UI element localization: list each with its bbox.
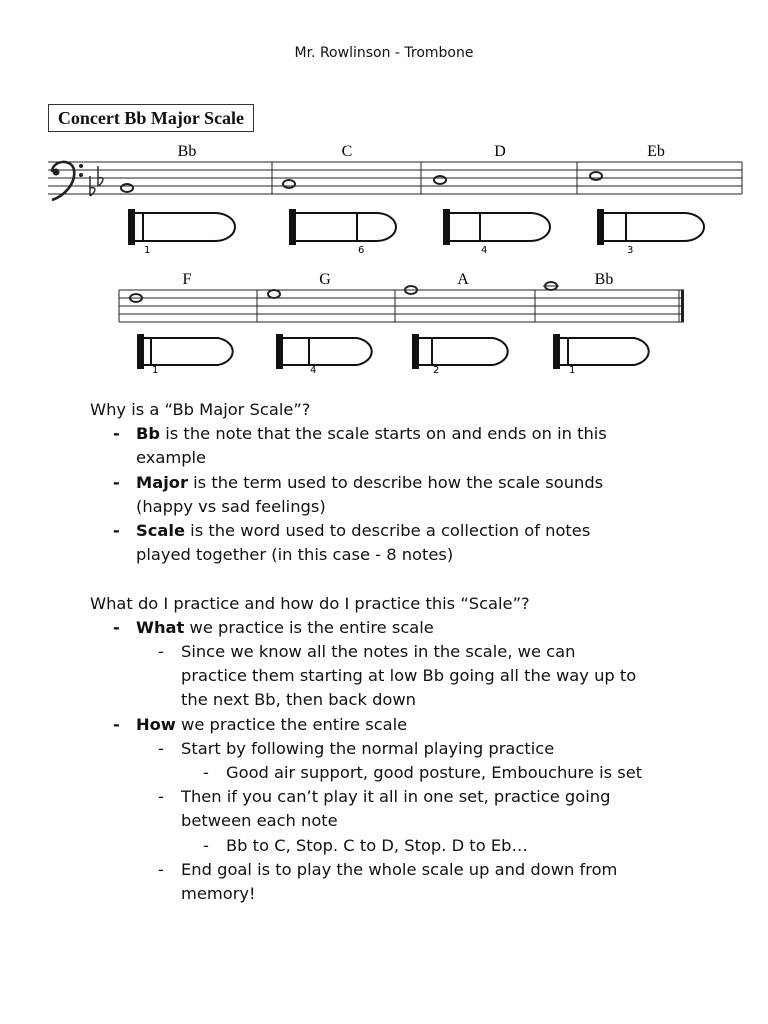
- slide-position: 4: [481, 245, 488, 256]
- note-name: Bb: [594, 271, 614, 288]
- bullet: -: [113, 715, 120, 734]
- question-why: Why is a “Bb Major Scale”?: [90, 400, 311, 419]
- list-item-how: How we practice the entire scale: [136, 715, 408, 734]
- list-item-major-cont: (happy vs sad feelings): [136, 497, 326, 516]
- sub-item-line: Since we know all the notes in the scale, we can: [181, 642, 576, 661]
- list-item-bb-cont: example: [136, 448, 207, 467]
- scale-title: Concert Bb Major Scale: [48, 104, 254, 132]
- bullet: -: [113, 521, 120, 540]
- trombone-slide-icon: [598, 210, 704, 244]
- bullet: -: [113, 473, 120, 492]
- sub-item-line: between each note: [181, 811, 338, 830]
- trombone-slide-icon: [290, 210, 396, 244]
- sub-item-line: Start by following the normal playing practice: [181, 739, 555, 758]
- note-bb-high: [543, 282, 559, 290]
- sub-sub-item: Bb to C, Stop. C to D, Stop. D to Eb…: [226, 836, 528, 855]
- sub-sub-bullet: -: [203, 836, 209, 855]
- note-bb-low: [121, 184, 133, 192]
- sub-bullet: -: [158, 787, 164, 806]
- slide-position: 2: [433, 365, 440, 376]
- note-g: [268, 290, 280, 298]
- sub-bullet: -: [158, 642, 164, 661]
- staff-row-2: [119, 290, 684, 322]
- trombone-slide-icon: [277, 335, 372, 368]
- sub-bullet: -: [158, 860, 164, 879]
- note-name: A: [457, 271, 469, 288]
- note-name: D: [494, 143, 506, 160]
- staff-row-1: [48, 162, 742, 194]
- bullet: -: [113, 618, 120, 637]
- slide-position: 1: [144, 245, 151, 256]
- list-item-bb: Bb is the note that the scale starts on and ends on in this: [136, 424, 607, 443]
- sub-item-line: the next Bb, then back down: [181, 690, 417, 709]
- sub-bullet: -: [158, 739, 164, 758]
- note-d: [434, 176, 446, 184]
- list-item-what: What we practice is the entire scale: [136, 618, 434, 637]
- list-item-scale-cont: played together (in this case - 8 notes): [136, 545, 454, 564]
- music-notation: [0, 0, 768, 390]
- page-header: Mr. Rowlinson - Trombone: [294, 45, 474, 61]
- slide-position: 4: [310, 365, 317, 376]
- sub-item-line: memory!: [181, 884, 256, 903]
- question-practice: What do I practice and how do I practice this “Scale”?: [90, 594, 530, 613]
- trombone-slide-icon: [444, 210, 550, 244]
- note-name: C: [341, 143, 353, 160]
- bullet: -: [113, 424, 120, 443]
- note-name: Bb: [177, 143, 197, 160]
- note-c: [283, 180, 295, 188]
- trombone-slide-icon: [138, 335, 233, 368]
- slide-position: 3: [627, 245, 634, 256]
- note-name: G: [319, 271, 331, 288]
- sub-item-line: practice them starting at low Bb going all the way up to: [181, 666, 637, 685]
- list-item-major: Major is the term used to describe how the scale sounds: [136, 473, 604, 492]
- sub-sub-item: Good air support, good posture, Embouchure is set: [226, 763, 643, 782]
- slide-position: 1: [569, 365, 576, 376]
- sub-item-line: Then if you can’t play it all in one set, practice going: [181, 787, 611, 806]
- list-item-scale: Scale is the word used to describe a collection of notes: [136, 521, 591, 540]
- trombone-slide-icon: [129, 210, 235, 244]
- slide-position: 1: [152, 365, 159, 376]
- slide-position: 6: [358, 245, 365, 256]
- sub-item-line: End goal is to play the whole scale up and down from: [181, 860, 618, 879]
- note-eb: [590, 172, 602, 180]
- note-name: Eb: [647, 143, 665, 160]
- final-barline: [681, 290, 684, 322]
- note-name: F: [182, 271, 192, 288]
- trombone-slide-icon: [554, 335, 649, 368]
- trombone-slide-icon: [413, 335, 508, 368]
- sub-sub-bullet: -: [203, 763, 209, 782]
